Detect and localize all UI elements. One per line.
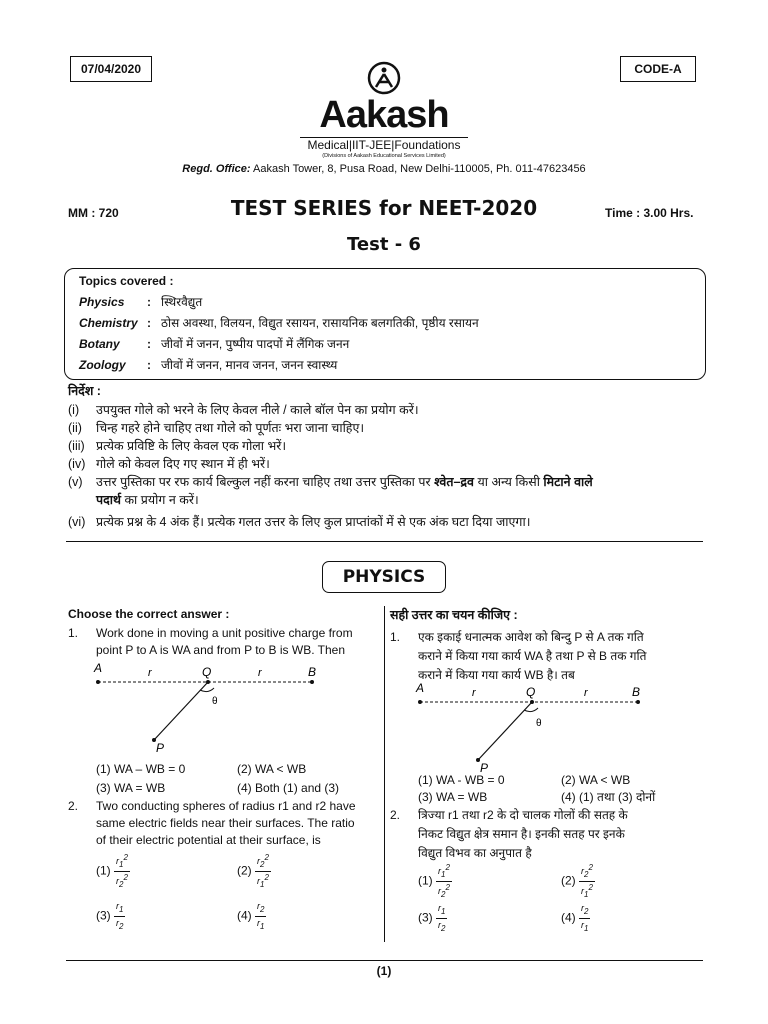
label-p: P — [156, 741, 165, 754]
topic-row: Chemistry : ठोस अवस्था, विलयन, विद्युत रसायन, रासायनिक बलगतिकी, पृष्ठीय रसायन — [79, 315, 479, 330]
option: (3) WA = WB — [418, 790, 488, 804]
aakash-logo-icon — [366, 60, 402, 96]
question-2-hi: 2. त्रिज्या r1 तथा r2 के दो चालक गोलों की सतह के निकट विद्युत क्षेत्र समान है। इनकी सतह पर इनके विद्युत विभव का अनुपात है — [390, 808, 628, 860]
instruction-item: (i) उपयुक्त गोले को भरने के लिए केवल नीले / काले बॉल पेन का प्रयोग करें। — [68, 403, 419, 417]
q2-options-hi — [418, 862, 708, 942]
label-p: P — [480, 761, 489, 774]
label-b: B — [632, 685, 641, 699]
divider — [66, 541, 703, 542]
option: (3) $\frac{r_1}{r_2}$ — [96, 901, 124, 931]
option: (1) WA - WB = 0 — [418, 773, 505, 787]
topic-row: Physics : स्थिरवैद्युत — [79, 294, 203, 309]
page-number: (1) — [376, 964, 392, 978]
date-box: 07/04/2020 — [70, 56, 152, 82]
option: (2) WA < WB — [237, 762, 307, 776]
option: (3) WA = WB — [96, 781, 166, 795]
instruction-item-cont: पदार्थ का प्रयोग न करें। — [96, 493, 199, 507]
instructions-heading: निर्देश : — [68, 384, 101, 398]
instruction-item: (iii) प्रत्येक प्रविष्टि के लिए केवल एक गोला भरें। — [68, 439, 287, 453]
label-a: A — [416, 682, 425, 695]
q2-options-en — [96, 852, 386, 937]
topic-row: Botany : जीवों में जनन, पुष्पीय पादपों में लैंगिक जनन — [79, 336, 350, 351]
brand-tagline: Medical|IIT-JEE|Foundations — [300, 137, 468, 153]
question-1-en: 1. Work done in moving a unit positive charge from point P to A is WA and from P to B is WB. Then — [68, 626, 353, 657]
charge-diagram-en — [90, 662, 325, 754]
brand-division: (Divisions of Aakash Educational Services Limited) — [322, 153, 446, 159]
option: (2) WA < WB — [561, 773, 631, 787]
instruction-list — [68, 401, 708, 531]
office-label: Regd. Office: — [182, 163, 251, 175]
code-box: CODE-A — [620, 56, 696, 82]
charge-diagram-hi — [412, 682, 647, 774]
option: (1) $\frac{r_1^2}{r_2^2}$ — [418, 863, 450, 899]
option: (1) $\frac{r_1^2}{r_2^2}$ — [96, 853, 128, 889]
question-2-en: 2. Two conducting spheres of radius r1 and r2 have same electric fields near their surfaces. The ratio of their electric potential at their surface, is — [68, 799, 356, 847]
option: (1) WA – WB = 0 — [96, 762, 186, 776]
office-address: Aakash Tower, 8, Pusa Road, New Delhi-110005, Ph. 011-47623456 — [253, 163, 586, 175]
option: (4) $\frac{r_2}{r_1}$ — [561, 903, 589, 933]
max-marks: MM : 720 — [68, 206, 119, 220]
choose-heading-en: Choose the correct answer : — [68, 607, 230, 621]
option: (4) (1) तथा (3) दोनों — [561, 790, 656, 804]
footer-divider — [66, 960, 703, 961]
topics-heading: Topics covered : — [79, 274, 174, 288]
option: (3) $\frac{r_1}{r_2}$ — [418, 903, 446, 933]
label-theta: θ — [212, 696, 218, 707]
exam-time: Time : 3.00 Hrs. — [605, 206, 694, 220]
option: (4) Both (1) and (3) — [237, 781, 340, 795]
instruction-item: (v) उत्तर पुस्तिका पर रफ कार्य बिल्कुल नहीं करना चाहिए तथा उत्तर पुस्तिका पर श्वेत–द्रव या अन्य किसी मिटाने वाले — [68, 475, 593, 489]
question-1-hi: 1. एक इकाई धनात्मक आवेश को बिन्दु P से A तक गति कराने में किया गया कार्य WA है तथा P से B तक गति कराने में किया गया कार्य WB है। तब — [390, 630, 647, 682]
label-r: r — [472, 687, 476, 699]
instruction-item: (vi) प्रत्येक प्रश्न के 4 अंक हैं। प्रत्येक गलत उत्तर के लिए कुल प्राप्तांकों में से एक अंक घटा दिया जाएगा। — [68, 515, 531, 529]
option: (2) $\frac{r_2^2}{r_1^2}$ — [561, 863, 593, 899]
label-r: r — [148, 667, 152, 679]
instruction-item: (ii) चिन्ह गहरे होने चाहिए तथा गोले को पूर्णतः भरा जाना चाहिए। — [68, 421, 365, 435]
label-q: Q — [526, 685, 536, 699]
label-r: r — [584, 687, 588, 699]
test-number: Test - 6 — [347, 234, 421, 255]
label-r: r — [258, 667, 262, 679]
topic-row: Zoology : जीवों में जनन, मानव जनन, जनन स्वास्थ्य — [79, 357, 338, 372]
choose-heading-hi: सही उत्तर का चयन कीजिए : — [390, 608, 518, 622]
section-title: PHYSICS — [322, 561, 446, 593]
label-q: Q — [202, 665, 212, 679]
office-line — [0, 163, 768, 175]
topics-table — [79, 291, 479, 375]
exam-title: TEST SERIES for NEET-2020 — [230, 196, 538, 220]
instruction-item: (iv) गोले को केवल दिए गए स्थान में ही भरें। — [68, 457, 270, 471]
label-b: B — [308, 665, 317, 679]
label-theta: θ — [536, 718, 542, 729]
label-a: A — [94, 662, 103, 675]
topics-box — [64, 268, 706, 380]
brand-name: Aakash — [319, 94, 449, 136]
option: (2) $\frac{r_2^2}{r_1^2}$ — [237, 853, 269, 889]
option: (4) $\frac{r_2}{r_1}$ — [237, 901, 265, 931]
